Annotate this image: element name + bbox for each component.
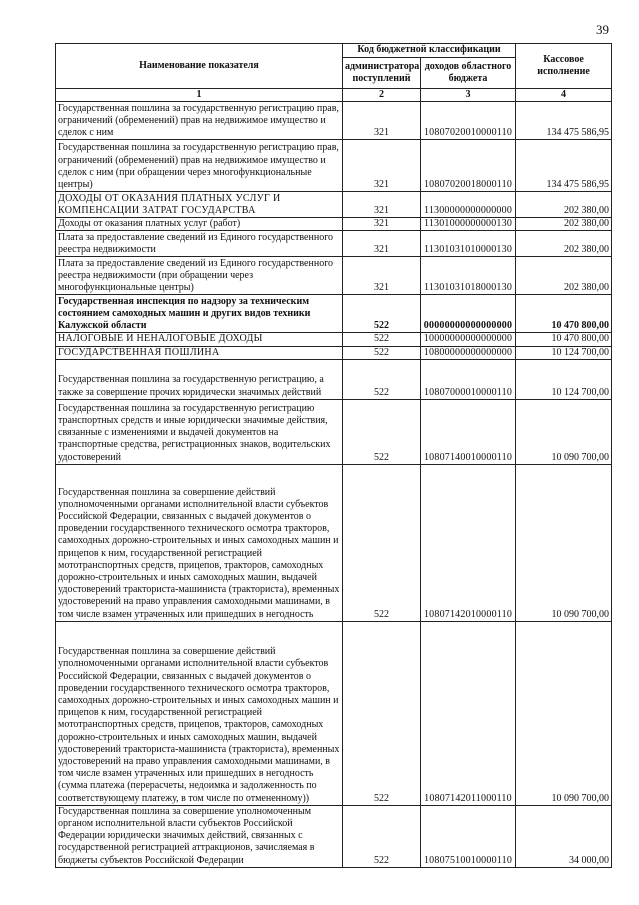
- table-row: [56, 295, 612, 333]
- table-row: [56, 192, 612, 218]
- row-admin: 522: [343, 346, 421, 359]
- table-row: [56, 140, 612, 192]
- row-admin: 522: [343, 464, 421, 621]
- row-admin: 522: [343, 295, 421, 333]
- row-admin: 321: [343, 218, 421, 231]
- header-code: доходов областного бюджета: [421, 58, 516, 89]
- header-name: Наименование показателя: [56, 44, 343, 89]
- row-admin: 321: [343, 192, 421, 218]
- row-amount: 10 470 800,00: [516, 295, 612, 333]
- row-name: Государственная пошлина за совершение действий уполномоченными органами исполнительной власти субъектов Российской Федерации, связанных с выдачей документов о проведении государственного технического осмотра тракторов, самоходных дорожно-строительных и иных самоходных машин и прицепов к ним, государственной регистрацией мототранспортных средств, прицепов, тракторов, самоходных дорожно-строительных и иных самоходных машин, выдачей удостоверений тракториста-машиниста (тракториста), временных удостоверений на право управления самоходными машинами, в том числе взамен утраченных или пришедших в негодность (сумма платежа (перерасчеты, недоимка и задолженность по соответствующему платежу, в том числе по отмененному)): [56, 621, 343, 805]
- row-code: 00000000000000000: [421, 295, 516, 333]
- table-row: [56, 257, 612, 295]
- row-code: 10807142010000110: [421, 464, 516, 621]
- row-amount: 10 090 700,00: [516, 464, 612, 621]
- row-name: Государственная пошлина за государственную регистрацию прав, ограничений (обременений) прав на недвижимое имущество и сделок с ним: [56, 102, 343, 140]
- header-admin: администратора поступлений: [343, 58, 421, 89]
- row-amount: 10 124 700,00: [516, 346, 612, 359]
- row-amount: 202 380,00: [516, 218, 612, 231]
- table-row: [56, 359, 612, 399]
- row-amount: 10 090 700,00: [516, 621, 612, 805]
- row-admin: 321: [343, 140, 421, 192]
- row-name: Плата за предоставление сведений из Единого государственного реестра недвижимости: [56, 231, 343, 257]
- row-code: 10807142011000110: [421, 621, 516, 805]
- row-amount: 10 090 700,00: [516, 399, 612, 464]
- table-row: [56, 464, 612, 621]
- row-name: ГОСУДАРСТВЕННАЯ ПОШЛИНА: [56, 346, 343, 359]
- budget-table: [55, 43, 612, 868]
- row-code: 10807140010000110: [421, 399, 516, 464]
- row-amount: 134 475 586,95: [516, 102, 612, 140]
- row-amount: 34 000,00: [516, 805, 612, 867]
- row-admin: 522: [343, 399, 421, 464]
- row-name: Государственная пошлина за государственную регистрацию транспортных средств и иные юридически значимые действия, связанные с изменениями и выдачей документов на транспортные средства, регистрационных знаков, водительских удостоверений: [56, 399, 343, 464]
- row-name: НАЛОГОВЫЕ И НЕНАЛОГОВЫЕ ДОХОДЫ: [56, 333, 343, 346]
- table-row: [56, 399, 612, 464]
- row-amount: 134 475 586,95: [516, 140, 612, 192]
- table-row: [56, 621, 612, 805]
- row-code: 11301000000000130: [421, 218, 516, 231]
- row-code: 11301031018000130: [421, 257, 516, 295]
- header-num-1: 1: [56, 89, 343, 102]
- row-amount: 10 470 800,00: [516, 333, 612, 346]
- row-admin: 522: [343, 333, 421, 346]
- row-name: Государственная пошлина за совершение уполномоченным органом исполнительной власти субъектов Российской Федерации юридически значимых действий, связанных с государственной регистрацией аттракционов, зачисляемая в бюджеты субъектов Российской Федерации: [56, 805, 343, 867]
- row-name: Плата за предоставление сведений из Единого государственного реестра недвижимости (при обращении через многофункциональные центры): [56, 257, 343, 295]
- row-code: 10800000000000000: [421, 346, 516, 359]
- row-admin: 522: [343, 359, 421, 399]
- row-amount: 10 124 700,00: [516, 359, 612, 399]
- table-row: [56, 805, 612, 867]
- table-row: [56, 346, 612, 359]
- row-code: 10000000000000000: [421, 333, 516, 346]
- row-name: Государственная пошлина за государственную регистрацию прав, ограничений (обременений) прав на недвижимое имущество и сделок с ним (при обращении через многофункциональные центры): [56, 140, 343, 192]
- header-num-2: 2: [343, 89, 421, 102]
- row-code: 10807020018000110: [421, 140, 516, 192]
- page-number: 39: [596, 22, 609, 37]
- header-num-3: 3: [421, 89, 516, 102]
- table-row: [56, 218, 612, 231]
- row-code: 10807510010000110: [421, 805, 516, 867]
- row-name: ДОХОДЫ ОТ ОКАЗАНИЯ ПЛАТНЫХ УСЛУГ И КОМПЕНСАЦИИ ЗАТРАТ ГОСУДАРСТВА: [56, 192, 343, 218]
- row-name: Доходы от оказания платных услуг (работ): [56, 218, 343, 231]
- row-name: Государственная пошлина за государственную регистрацию, а также за совершение прочих юридически значимых действий: [56, 359, 343, 399]
- row-amount: 202 380,00: [516, 257, 612, 295]
- table-row: [56, 333, 612, 346]
- row-name: Государственная инспекция по надзору за техническим состоянием самоходных машин и других видов техники Калужской области: [56, 295, 343, 333]
- row-code: 11301031010000130: [421, 231, 516, 257]
- header-group: Код бюджетной классификации: [343, 44, 516, 58]
- row-admin: 321: [343, 257, 421, 295]
- row-amount: 202 380,00: [516, 231, 612, 257]
- row-code: 11300000000000000: [421, 192, 516, 218]
- header-num-4: 4: [516, 89, 612, 102]
- table-row: [56, 231, 612, 257]
- table-row: [56, 102, 612, 140]
- row-admin: 522: [343, 805, 421, 867]
- row-code: 10807020010000110: [421, 102, 516, 140]
- row-code: 10807000010000110: [421, 359, 516, 399]
- row-admin: 321: [343, 102, 421, 140]
- row-admin: 522: [343, 621, 421, 805]
- header-amount: Кассовое исполнение: [516, 44, 612, 89]
- row-admin: 321: [343, 231, 421, 257]
- row-amount: 202 380,00: [516, 192, 612, 218]
- row-name: Государственная пошлина за совершение действий уполномоченными органами исполнительной власти субъектов Российской Федерации, связанных с выдачей документов о проведении государственного технического осмотра тракторов, самоходных дорожно-строительных и иных самоходных машин и прицепов к ним, государственной регистрацией мототранспортных средств, прицепов, тракторов, самоходных дорожно-строительных и иных самоходных машин, выдачей удостоверений тракториста-машиниста (тракториста), временных удостоверений на право управления самоходными машинами, в том числе взамен утраченных или пришедших в негодность: [56, 464, 343, 621]
